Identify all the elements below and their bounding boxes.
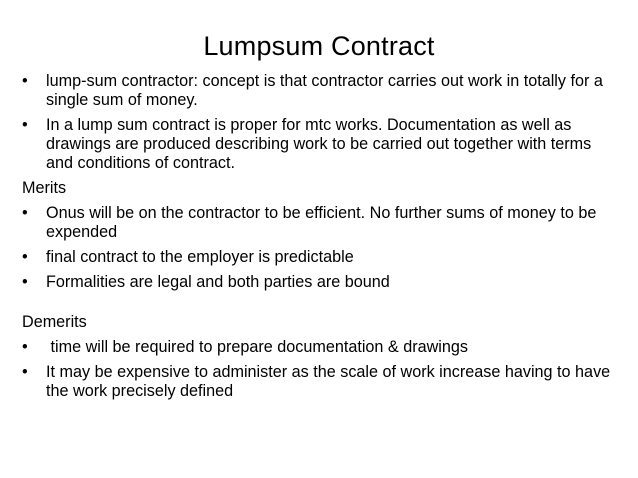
list-item-text: It may be expensive to administer as the scale of work increase having to have the work precisely defined bbox=[46, 363, 611, 400]
list-item-text: final contract to the employer is predictable bbox=[46, 248, 354, 266]
list-item-text: lump-sum contractor: concept is that contractor carries out work in totally for a single sum of money. bbox=[46, 72, 603, 109]
list-item bbox=[22, 204, 622, 242]
bullet-icon: • bbox=[22, 273, 28, 291]
list-item bbox=[22, 338, 622, 357]
merits-heading: Merits bbox=[22, 179, 67, 197]
bullet-icon: • bbox=[22, 72, 28, 90]
bullet-icon: • bbox=[22, 248, 28, 266]
demerits-heading: Demerits bbox=[22, 313, 87, 331]
list-item bbox=[22, 72, 622, 110]
list-item-text: Onus will be on the contractor to be efficient. No further sums of money to be expended bbox=[46, 204, 597, 241]
slide-title: Lumpsum Contract bbox=[203, 31, 435, 61]
list-item-text: Formalities are legal and both parties are bound bbox=[46, 273, 390, 291]
bullet-icon: • bbox=[22, 116, 28, 134]
list-item-text: In a lump sum contract is proper for mtc works. Documentation as well as drawings are produced describing work to be carried out together with terms and conditions of contract. bbox=[46, 116, 592, 172]
list-item bbox=[22, 248, 622, 267]
bullet-icon: • bbox=[22, 204, 28, 222]
list-item bbox=[22, 116, 622, 173]
bullet-icon: • bbox=[22, 338, 28, 356]
slide-body bbox=[22, 72, 622, 401]
list-item bbox=[22, 273, 622, 292]
list-item-text: time will be required to prepare documentation & drawings bbox=[46, 338, 468, 356]
bullet-icon: • bbox=[22, 363, 28, 381]
list-item bbox=[22, 363, 622, 401]
